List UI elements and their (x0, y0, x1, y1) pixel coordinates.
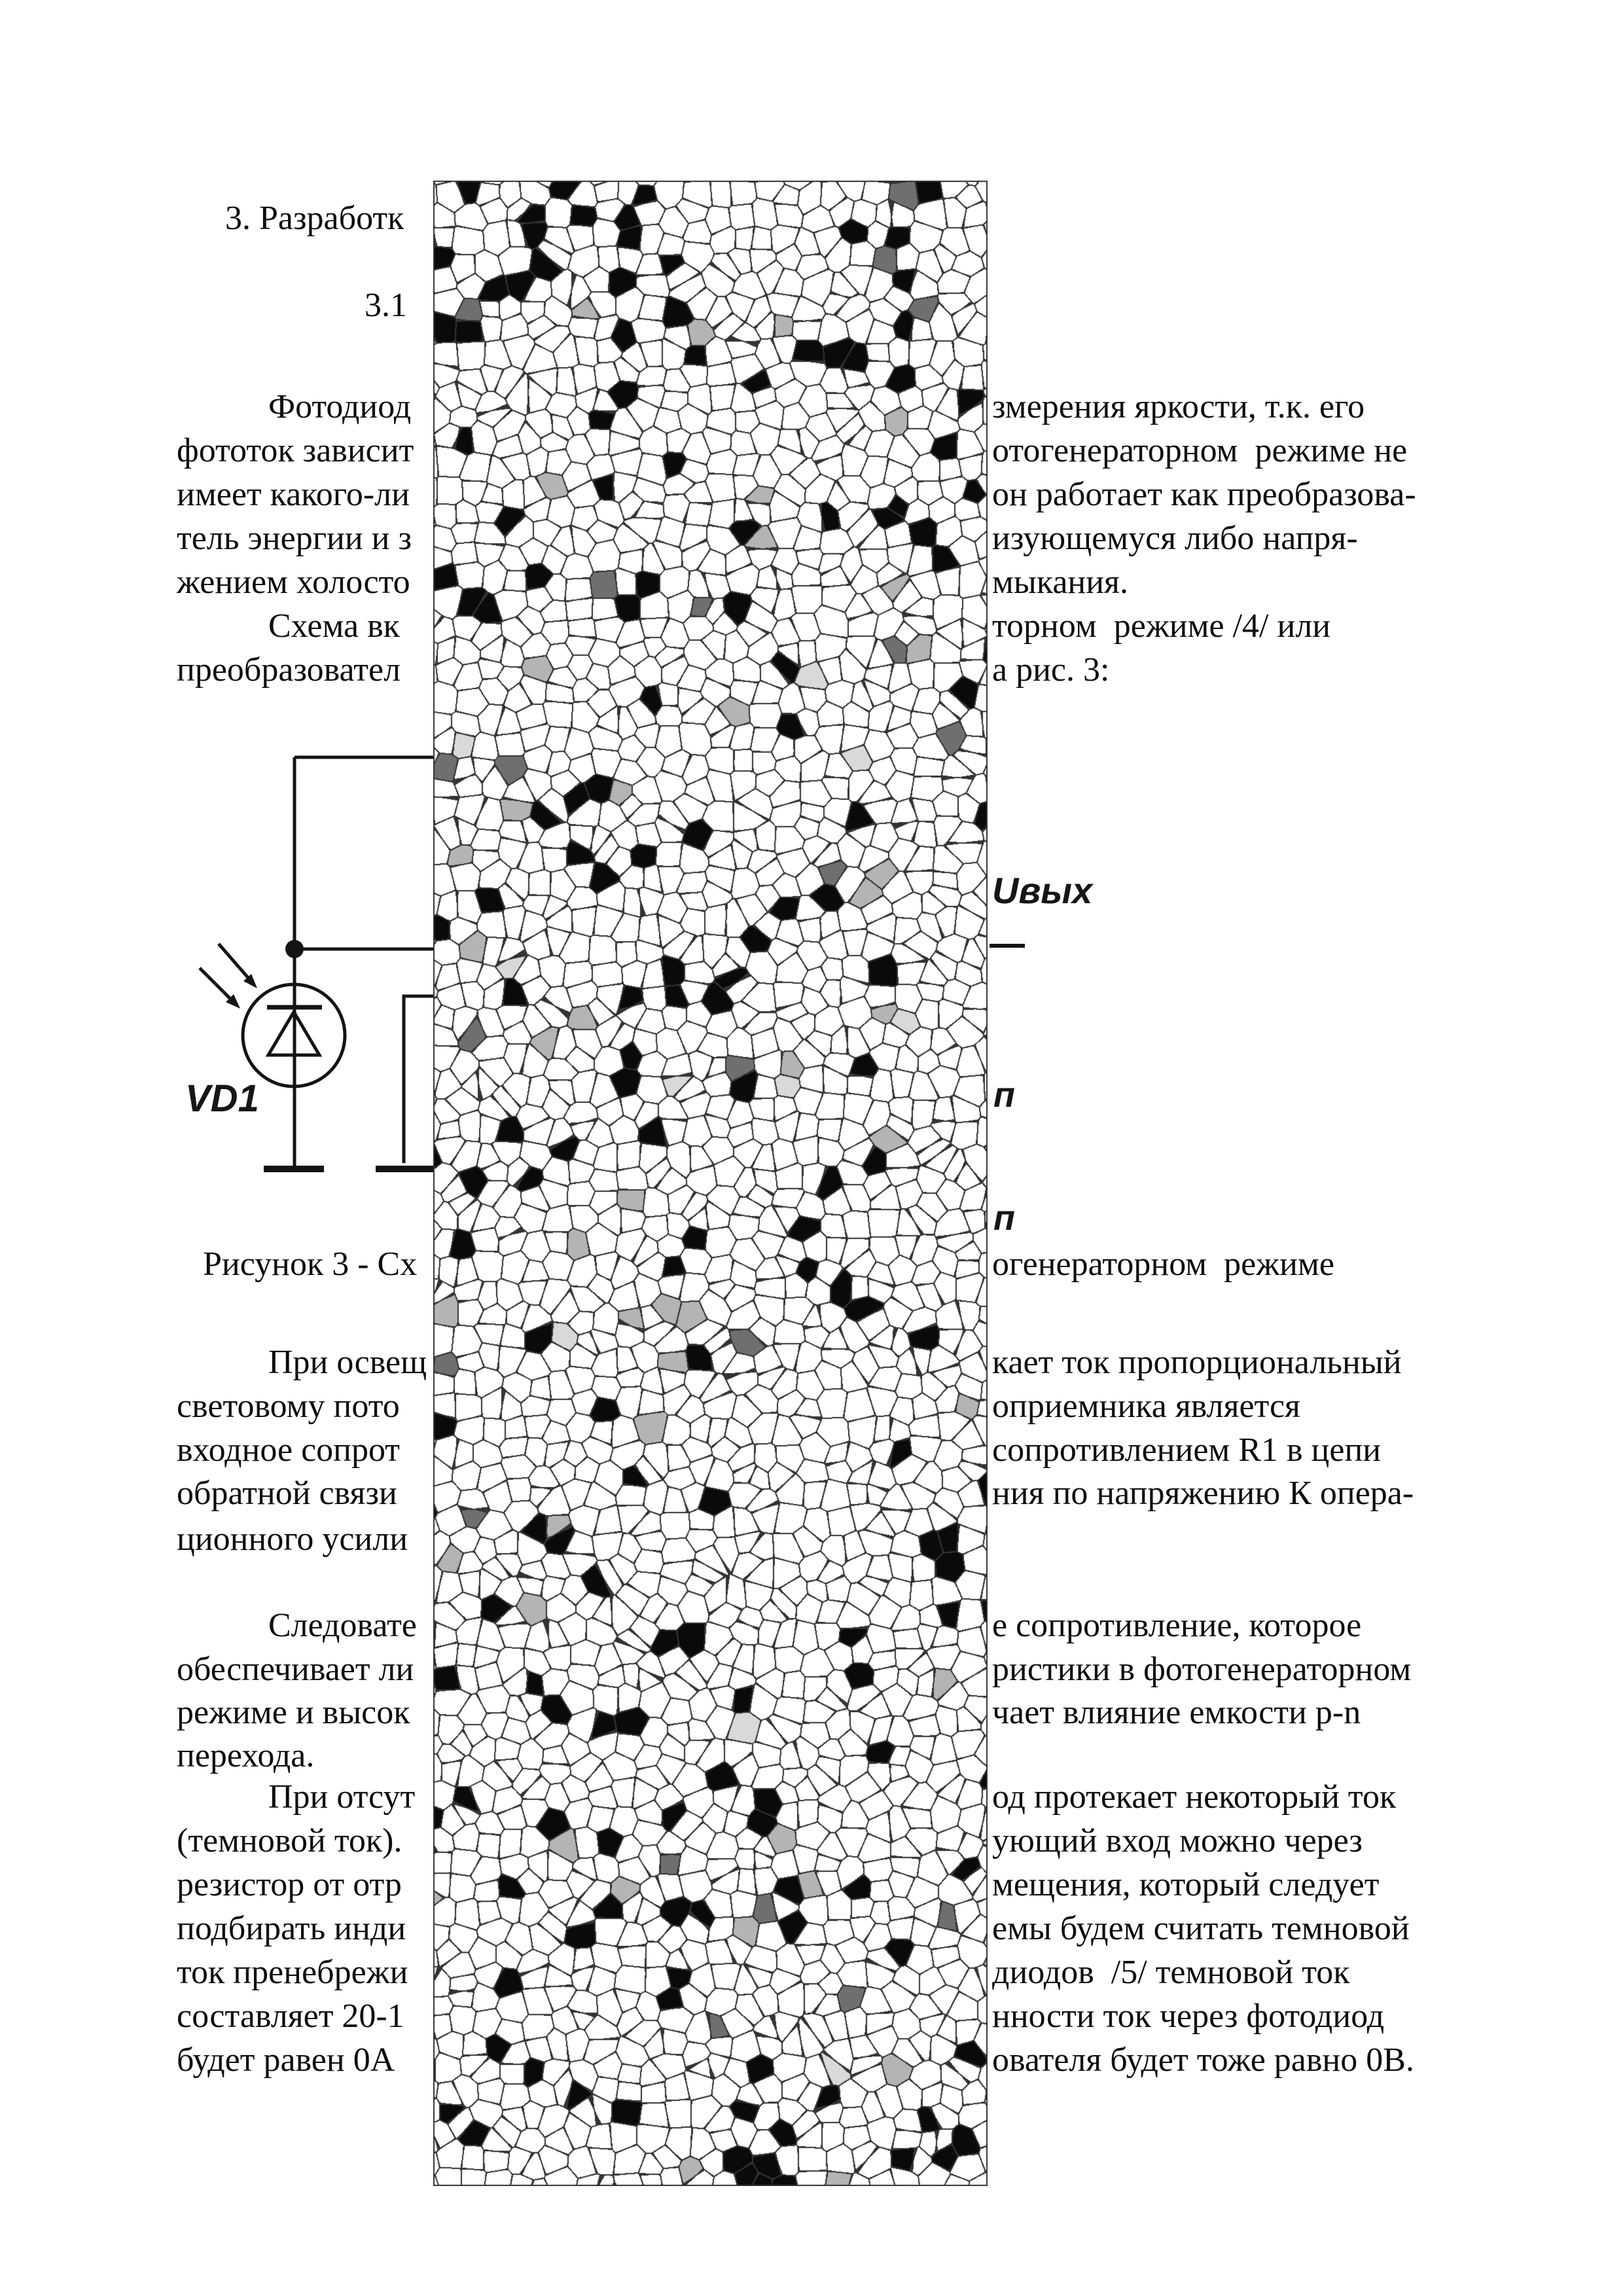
line-right-fragment: нности ток через фотодиод (992, 1998, 1385, 2035)
line-left-fragment: жением холосто (177, 564, 410, 601)
line-left-fragment: входное сопрот (177, 1431, 401, 1469)
line-left-fragment: Фотодиод (268, 388, 412, 425)
line-left-fragment: ток пренебрежи (177, 1954, 408, 1991)
photodiode-designator-label: VD1 (185, 1077, 259, 1120)
line-left-fragment: подбирать инди (177, 1910, 406, 1947)
line-left-fragment: При освещ (268, 1344, 427, 1381)
light-arrow-icon (219, 944, 249, 979)
line-left-fragment: будет равен 0А (177, 2041, 395, 2079)
line-right-fragment: диодов /5/ темновой ток (992, 1954, 1350, 1991)
line-left-fragment: преобразовател (177, 651, 401, 689)
line-left-fragment: обратной связи (177, 1475, 397, 1512)
supply-rail-top-label: п (993, 1075, 1015, 1115)
light-arrow-icon (200, 968, 232, 1000)
line-right-fragment: ристики в фотогенераторном (992, 1651, 1412, 1688)
line-left-fragment: обеспечивает ли (177, 1651, 414, 1688)
line-right-fragment: змерения яркости, т.к. его (992, 388, 1365, 425)
line-left-fragment: имеет какого-ли (177, 476, 410, 513)
line-right-fragment: а рис. 3: (992, 651, 1110, 689)
line-right-fragment: од протекает некоторый ток (992, 1778, 1397, 1816)
line-left-fragment: перехода. (177, 1737, 315, 1774)
supply-rail-bottom-label: п (993, 1198, 1015, 1238)
line-left-fragment: фототок зависит (177, 432, 414, 469)
line-left-fragment: составляет 20-1 (177, 1998, 404, 2035)
junction-dot (285, 940, 304, 958)
line-left-fragment: Следовате (268, 1607, 417, 1644)
line-left-fragment: световому пото (177, 1388, 400, 1425)
line-left-fragment: При отсут (268, 1778, 416, 1816)
line-right-fragment: емы будем считать темновой (992, 1910, 1410, 1947)
line-right-fragment: изующемуся либо напря- (992, 520, 1358, 557)
subsection-heading: 3.1 (365, 287, 407, 324)
wire (404, 996, 433, 1163)
line-right-fragment: е сопротивление, которое (992, 1607, 1362, 1644)
line-right-fragment: он работает как преобразова- (992, 476, 1416, 513)
line-right-fragment: отогенераторном режиме не (992, 432, 1408, 469)
line-left-fragment: (темновой ток). (177, 1822, 402, 1859)
line-left-fragment: Схема вк (268, 607, 400, 645)
line-left-fragment: тель энергии и з (177, 520, 412, 557)
line-right-fragment: ователя будет тоже равно 0В. (992, 2041, 1414, 2079)
section-heading: 3. Разработк (225, 200, 404, 237)
line-right-fragment: мещения, который следует (992, 1866, 1380, 1903)
caption-right-fragment: огенераторном режиме (992, 1246, 1334, 1283)
line-left-fragment: режиме и высок (177, 1694, 410, 1731)
line-right-fragment: кает ток пропорциональный (992, 1344, 1402, 1381)
line-left-fragment: ционного усили (177, 1520, 408, 1558)
line-right-fragment: чает влияние емкости p-n (992, 1694, 1361, 1731)
output-voltage-label: Uвых (992, 870, 1093, 911)
line-right-fragment: ующий вход можно через (992, 1822, 1363, 1859)
line-right-fragment: мыкания. (992, 564, 1128, 601)
line-right-fragment: ния по напряжению К опера- (992, 1475, 1414, 1512)
line-right-fragment: оприемника является (992, 1388, 1300, 1425)
line-right-fragment: сопротивлением R1 в цепи (992, 1431, 1382, 1469)
line-right-fragment: торном режиме /4/ или (992, 607, 1331, 645)
caption-left-fragment: Рисунок 3 - Сх (203, 1246, 418, 1283)
line-left-fragment: резистор от отр (177, 1866, 402, 1903)
mosaic-censor-band (433, 181, 988, 2186)
